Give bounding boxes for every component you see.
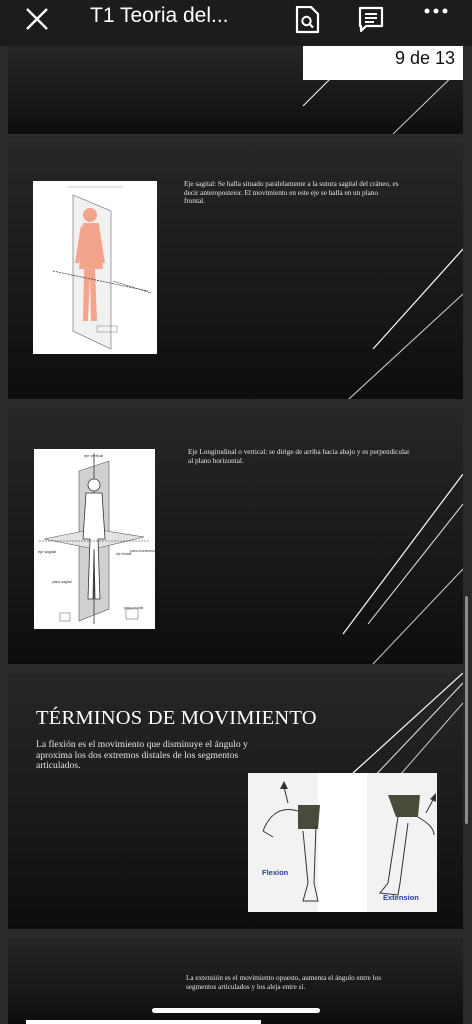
page-indicator-text: 9 de 13 xyxy=(394,48,455,68)
home-indicator[interactable] xyxy=(152,1008,320,1013)
decorative-stripes xyxy=(333,239,463,399)
next-figure-edge xyxy=(26,1020,261,1024)
more-horizontal-icon[interactable] xyxy=(423,6,449,16)
top-bar xyxy=(0,0,472,46)
flexion-definition-text: La flexión es el movimiento que disminuye el ángulo y aproxima los dos extremos distales de los segmentos articulados. xyxy=(36,739,248,771)
slide-eje-sagital xyxy=(8,143,463,399)
flexion-extension-figure xyxy=(248,773,437,912)
decorative-stripes xyxy=(313,474,463,664)
slide-terminos-movimiento xyxy=(8,673,463,929)
longitudinal-axis-figure xyxy=(34,449,155,629)
label-plano-transverso: plano transverso xyxy=(130,549,155,553)
extension-label: Extension xyxy=(383,893,419,902)
sagittal-axis-figure xyxy=(33,181,157,354)
label-plano-frontal: plano frontal xyxy=(124,606,144,610)
extension-definition-text: La extensión es el movimiento opuesto, aumenta el ángulo entre los segmentos articulados y los aleja entre sí. xyxy=(186,974,382,991)
comments-icon[interactable] xyxy=(358,6,384,34)
scrollbar[interactable] xyxy=(465,596,468,824)
label-eje-vertical: eje vertical xyxy=(84,453,104,458)
slide-heading: TÉRMINOS DE MOVIMIENTO xyxy=(36,707,317,729)
slide-sagital-text: Eje sagital: Se halla situado paralelamente a la sutura sagital del cráneo, es decir anteroposteior. El movimiento en este eje se halla en un plano frontal. xyxy=(184,180,399,206)
search-document-icon[interactable] xyxy=(294,6,320,34)
close-icon[interactable] xyxy=(22,4,52,34)
label-eje-sagital: eje sagital xyxy=(38,549,57,554)
document-title: T1 Teoria del... xyxy=(90,4,229,27)
flexion-label: Flexion xyxy=(262,868,289,877)
decorative-stripes xyxy=(343,673,463,783)
label-eje-frontal: eje frontal xyxy=(116,552,132,556)
slide-longitudinal-text: Eje Longitudinal o vertical: se dirige de arriba hacia abajo y es perpendicular al plano horizontal. xyxy=(188,448,410,465)
label-plano-sagital: plano sagital xyxy=(52,580,72,584)
page-indicator xyxy=(303,46,463,80)
slide-eje-longitudinal xyxy=(8,408,463,664)
